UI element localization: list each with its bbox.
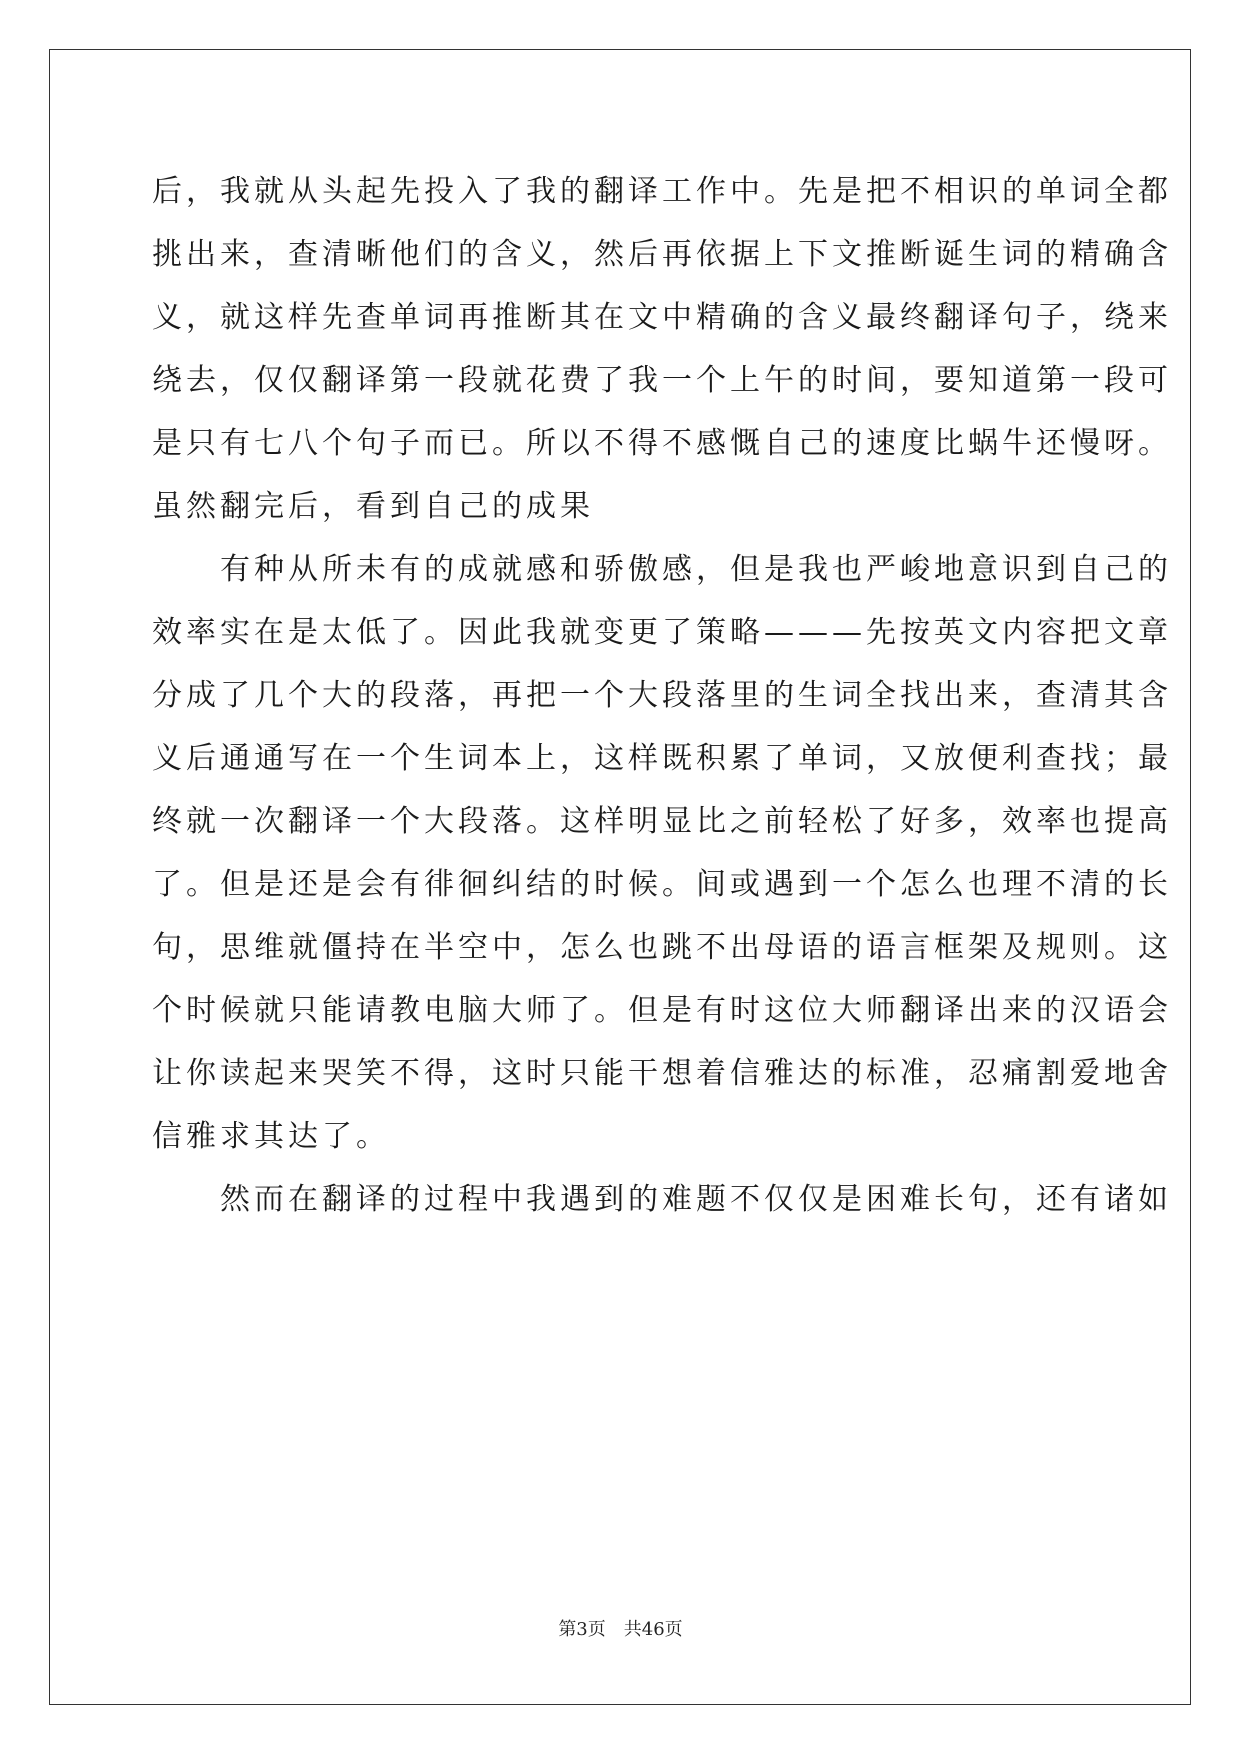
text-line: 虽然翻完后，看到自己的成果 [152,489,594,524]
text-line: 信雅求其达了。 [152,1119,390,1154]
page-number: 第3页 [558,1619,606,1640]
text-line: 句，思维就僵持在半空中，怎么也跳不出母语的语言框架及规则。这 [152,930,1172,965]
text-line: 个时候就只能请教电脑大师了。但是有时这位大师翻译出来的汉语会 [152,993,1172,1028]
body-text [152,160,1172,1231]
total-pages: 共46页 [623,1619,683,1640]
text-line: 后，我就从头起先投入了我的翻译工作中。先是把不相识的单词全都 [152,174,1172,209]
text-line: 是只有七八个句子而已。所以不得不感慨自己的速度比蜗牛还慢呀。 [152,426,1172,461]
text-line: 了。但是还是会有徘徊纠结的时候。间或遇到一个怎么也理不清的长 [152,867,1172,902]
text-line: 终就一次翻译一个大段落。这样明显比之前轻松了好多，效率也提高 [152,804,1172,839]
text-line: 然而在翻译的过程中我遇到的难题不仅仅是困难长句，还有诸如 [152,1182,1172,1217]
text-line: 让你读起来哭笑不得，这时只能干想着信雅达的标准，忍痛割爱地舍 [152,1056,1172,1091]
text-line: 分成了几个大的段落，再把一个大段落里的生词全找出来，查清其含 [152,678,1172,713]
text-line: 义，就这样先查单词再推断其在文中精确的含义最终翻译句子，绕来 [152,300,1172,335]
text-line: 绕去，仅仅翻译第一段就花费了我一个上午的时间，要知道第一段可 [152,363,1172,398]
page-footer [0,1618,1241,1642]
text-line: 有种从所未有的成就感和骄傲感，但是我也严峻地意识到自己的 [152,552,1172,587]
text-line: 效率实在是太低了。因此我就变更了策略———先按英文内容把文章 [152,615,1172,650]
text-line: 义后通通写在一个生词本上，这样既积累了单词，又放便利查找；最 [152,741,1172,776]
text-line: 挑出来，查清晰他们的含义，然后再依据上下文推断诞生词的精确含 [152,237,1172,272]
